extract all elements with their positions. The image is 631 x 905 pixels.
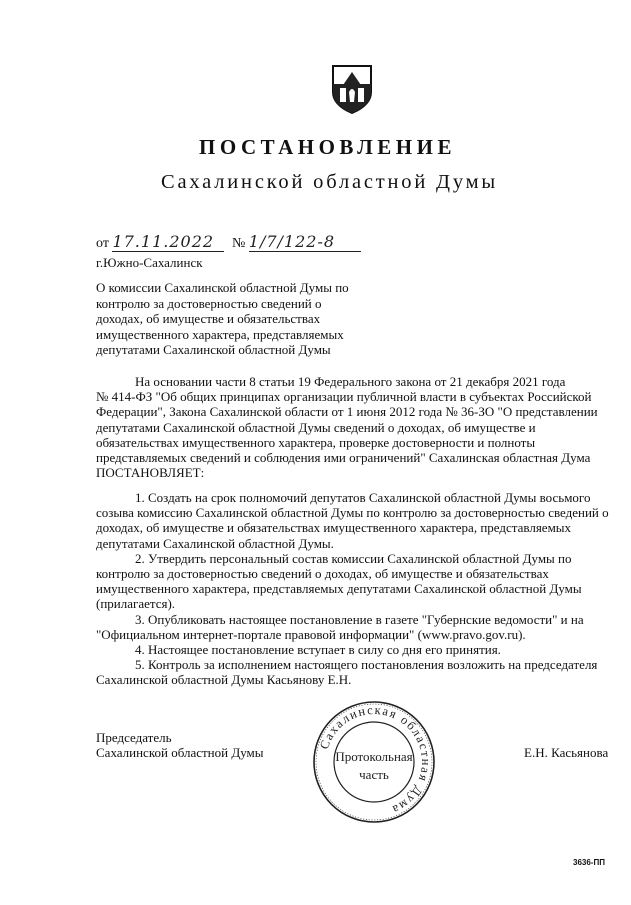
resolution-items (96, 490, 610, 688)
item-2-line: контролю за достоверностью сведений о доходах, об имуществе и обязательствах (96, 566, 549, 582)
item-1-line: доходах, об имуществе и обязательствах имущественного характера, представляемых (96, 520, 572, 536)
date-value: 17.11.2022 (112, 232, 224, 252)
preamble-line: ПОСТАНОВЛЯЕТ: (96, 465, 205, 481)
stamp-center-line: часть (359, 767, 389, 782)
preamble (96, 374, 610, 480)
stamp-ring-text: Сахалинская областная Дума (316, 702, 434, 818)
subject-line: депутатами Сахалинской областной Думы (96, 342, 331, 358)
subject-line: имущественного характера, представляемых (96, 326, 344, 342)
item-3-line: "Официальном интернет-портале правовой информации" (www.pravo.gov.ru). (96, 626, 526, 642)
subject-line: доходах, об имуществе и обязательствах (96, 311, 321, 327)
date-prefix: от (96, 236, 109, 251)
official-stamp (312, 700, 436, 824)
item-2-line: (прилагается). (96, 596, 176, 612)
signatory-position (96, 730, 264, 760)
city: г.Южно-Сахалинск (96, 255, 203, 270)
preamble-line: На основании части 8 статьи 19 Федерального закона от 21 декабря 2021 года (135, 374, 566, 389)
coat-of-arms-emblem (329, 62, 375, 114)
item-1-line: созыва комиссию Сахалинской областной Думы по контролю за достоверностью сведений о (96, 505, 609, 521)
stamp-center-line: Протокольная (335, 749, 413, 764)
preamble-line: обязательствах имущественного характера, проверке достоверности и полноты (96, 434, 536, 450)
number-value: 1/7/122-8 (249, 232, 361, 252)
document-code: 3636-ПП (573, 858, 605, 867)
preamble-line: представляемых сведений и соблюдения ими ограничений" Сахалинская областная Дума (96, 450, 591, 466)
item-2-line: 2. Утвердить персональный состав комиссии Сахалинской областной Думы по (135, 550, 572, 566)
signatory-name: Е.Н. Касьянова (524, 745, 609, 760)
number-prefix: № (231, 236, 246, 251)
date-number-line (96, 232, 361, 252)
preamble-line: депутатами Сахалинской областной Думы сведений о доходах, об имуществе и (96, 419, 536, 435)
subject-line: О комиссии Сахалинской областной Думы по (96, 280, 349, 295)
item-1-line: 1. Создать на срок полномочий депутатов Сахалинской областной Думы восьмого (135, 490, 591, 505)
item-3-line: 3. Опубликовать настоящее постановление в газете "Губернские ведомости" и на (135, 611, 584, 627)
item-1-line: депутатами Сахалинской областной Думы. (96, 535, 334, 551)
signatory-position-line: Сахалинской областной Думы (96, 745, 264, 761)
preamble-line: № 414-ФЗ "Об общих принципах организации публичной власти в субъектах Российской (96, 389, 592, 405)
subject-heading (96, 280, 360, 358)
document-subtitle: Сахалинской областной Думы (161, 171, 498, 193)
subject-line: контролю за достоверностью сведений о (96, 295, 322, 311)
item-2-line: имущественного характера, представляемых депутатами Сахалинской областной Думы (96, 581, 582, 597)
document-title: ПОСТАНОВЛЕНИЕ (199, 135, 456, 159)
item-5-line: Сахалинской областной Думы Касьянову Е.Н. (96, 672, 352, 688)
preamble-line: Федерации", Закона Сахалинской области от 1 июня 2012 года № 36-ЗО "О представлении (96, 404, 598, 420)
item-4-line: 4. Настоящее постановление вступает в силу со дня его принятия. (135, 642, 501, 658)
signatory-position-line: Председатель (96, 730, 172, 745)
item-5-line: 5. Контроль за исполнением настоящего постановления возложить на председателя (135, 657, 598, 673)
